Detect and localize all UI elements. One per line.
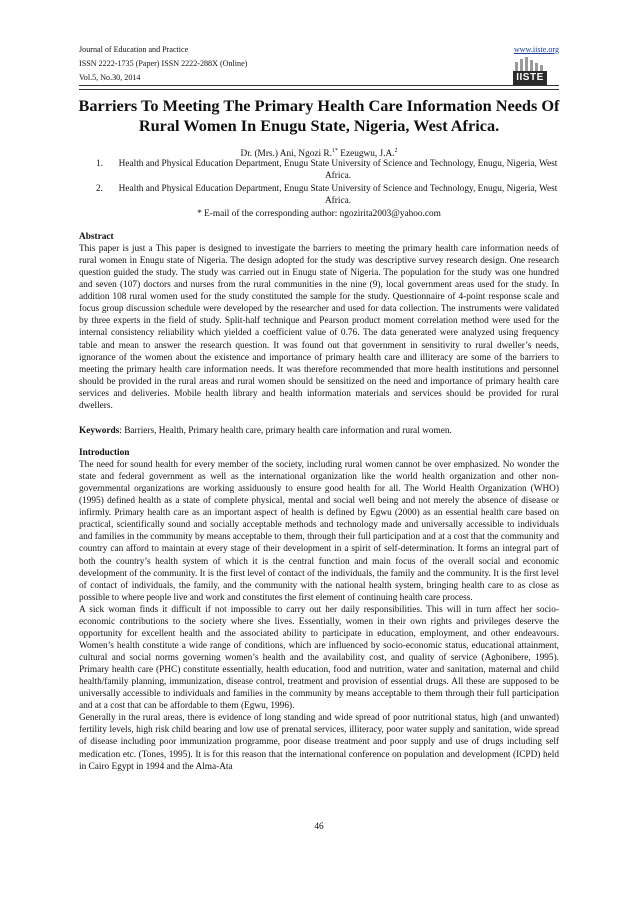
journal-title: Journal of Education and Practice <box>79 45 189 54</box>
abstract-heading: Abstract <box>79 232 114 242</box>
abstract-text: This paper is just a This paper is designed to investigate the barriers to meeting the primary health care information needs of rural women in Enugu state of Nigeria. The design adopted for the study was descriptive survey research design. One research question guided the study. The study was carried out in Enugu state of Nigeria. The population for the study was one hundred and seven (107) doctors and nurses from the rural communities in the nine (9), local government areas used for the study. In addition 108 rural women used for the study constituted the sample for the study. Questionnaire of 4-point response scale and focus group discussion schedule were developed by the researcher and used for data collection. The instruments were validated by three experts in the field of study. Split-half technique and Pearson product moment correlation method were used for the internal consistency reliability which yielded a coefficient value of 0.76. The data generated were analyzed using frequency table and mean to answer the research question. It was found out that government in sensitivity to rural dweller’s needs, ignorance of the women about the existence and importance of primary health care and illiteracy are some of the barriers to meeting the primary health care information needs. It was therefore recommended that more health institutions and personnel should be provided in the rural areas and rural women should be sensitized on the need and importance of primary health care services and deliveries. Mobile health library and health information materials and services should be provided for rural dwellers. <box>79 244 559 411</box>
keywords-text: : Barriers, Health, Primary health care, primary health care information and rural women. <box>119 426 452 436</box>
journal-url-link[interactable]: www.iiste.org <box>513 45 559 54</box>
author-name-2: Ezeugwu, J.A. <box>337 149 395 160</box>
logo-text: IISTE <box>513 71 547 85</box>
introduction-text: The need for sound health for every member of the society, including rural women cannot be over emphasized. No wonder the state and federal government as well as the international organization like the world health organization and other non-governmental organizations are working assiduously to ensure good health for all. The World Health Organization (WHO) (1995) defined health as a state of complete physical, mental and social well being and not merely the absence of disease or infirmly. Primary health care as an important aspect of health is defined by Egwu (2000) as an essential health care based on practical, scientifically sound and socially acceptable methods and technology made and universally accessible to individuals and families in the community by means acceptable to them, through their full participation and at a cost that the community and country can afford to maintain at every stage of their development in a spirit of self-determination. It forms an integral part of both the country’s health system of which it is the central function and main focus of the overall social and economic development of the community. It is the first level of contact of the individuals, the family and the community. It is the first level of contact of individuals, the family, and the community with the national health system, bringing health care to as close as possible to where people live and work and constitutes the first element of continuing health care process. A sick woman finds it difficult if not impossible to carry out her daily responsibilities. This will in turn affect her socio-economic contributions to the society where she lives. Essentially, women in their own rights and privileges deserve the opportunity for excellent health and the associated ability to participate in education, employment, and other endeavours. Women’s health constitute a wide range of conditions, which are influenced by socio-economic status, educational attainment, cultural and social norms governing women’s health and the availability cost, and quality of service (Agbonibere, 1995). Primary health care (PHC) constitute essentially, health education, food and nutrition, water and sanitation, maternal and child health/family planning, immunization, disease control, treatment and provision of essential drugs. All these are supposed to be universally accessible to individuals and families in the community by means acceptable to them through their full participation and at a cost that can be affordable to them (Egwu, 1996). Generally in the rural areas, there is evidence of long standing and wide spread of poor nutritional status, high (and unwanted) fertility levels, high risk child bearing and low use of prenatal services, illiteracy, poor water supply and sanitation, wide spread of disease including poor immunization programme, poor disease treatment and poor supply and use of drugs including self medication etc. (Tones, 1995). It is for this reason that the international conference on population and development (ICPD) held in Cairo Egypt in 1994 and the Alma-Ata <box>79 460 559 772</box>
journal-issn: ISSN 2222-1735 (Paper) ISSN 2222-288X (Online) <box>79 59 248 68</box>
keywords-label: Keywords <box>79 426 120 436</box>
page-number: 46 <box>314 822 324 832</box>
affiliation-text: Health and Physical Education Department, Enugu State University of Science and Technology, Enugu, Nigeria, West Africa. <box>118 159 558 181</box>
iiste-logo <box>512 57 548 87</box>
affiliation-number: 2. <box>96 184 103 194</box>
corresponding-email: * E-mail of the corresponding author: ngozirita2003@yahoo.com <box>197 209 441 219</box>
affiliation-text: Health and Physical Education Department, Enugu State University of Science and Technology, Enugu, Nigeria, West Africa. <box>118 184 558 206</box>
header-rule-thin <box>79 89 559 90</box>
paper-title: Barriers To Meeting The Primary Health Care Information Needs Of Rural Women In Enugu State, Nigeria, West Africa. <box>78 96 560 135</box>
affiliation-number: 1. <box>96 159 103 169</box>
header-rule-thick <box>79 85 559 86</box>
author-mark-1: 1* <box>331 148 338 154</box>
journal-volume: Vol.5, No.30, 2014 <box>79 73 141 82</box>
author-mark-2: 2 <box>394 148 398 154</box>
introduction-heading: Introduction <box>79 448 130 458</box>
keywords-line <box>79 425 559 437</box>
author-name-1: Dr. (Mrs.) Ani, Ngozi R. <box>240 149 332 160</box>
